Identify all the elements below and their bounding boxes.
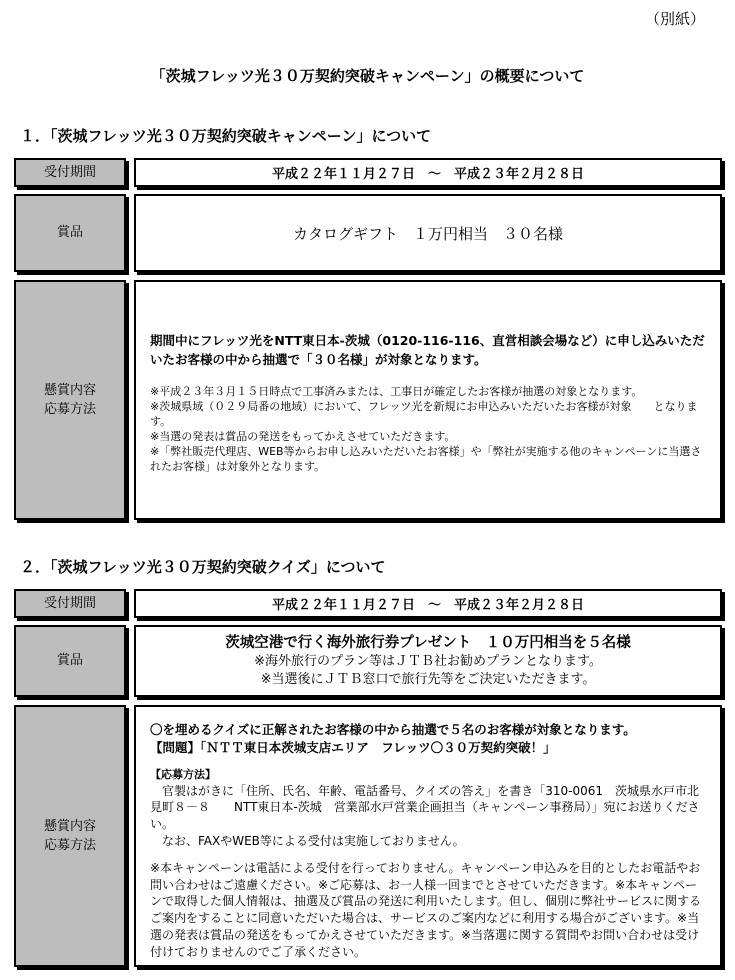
s1-period-value: 平成２２年１１月２７日 ～ 平成２３年２月２８日 — [134, 158, 722, 187]
page-title: 「茨城フレッツ光３０万契約突破キャンペーン」の概要について — [150, 67, 585, 85]
s2-quiz-lead: 〇を埋めるクイズに正解されたお客様の中から抽選で５名のお客様が対象となります。 — [150, 722, 636, 737]
annex-label: （別紙） — [644, 10, 705, 28]
s1-prize-label: 賞品 — [14, 194, 126, 272]
section-1-heading: １．「茨城フレッツ光３０万契約突破キャンペーン」について — [20, 127, 432, 145]
s1-detail-box — [134, 280, 722, 520]
s2-quiz-question: 【問題】「ＮＴＴ東日本茨城支店エリア フレッツ〇３０万契約突破！」 — [150, 740, 556, 756]
s2-disclaimer: ※本キャンペーンは電話による受付を行っておりません。キャンペーン申込みを目的としたお電話やお問い合わせはご遠慮ください。※ご応募は、お一人様一回までとさせていただきます。※本キャンペーンで取得した個人情報は、抽選及び賞品の発送に利用いたします。但し、個別に弊社サービスに関するご案内をすることに同意いただいた場合は、サービスのご案内などに利用する場合がございます。※当選の発表は賞品の発送をもってかえさせていただきます。※当落選に関する質問やお問い合わせは受け付けておりませんのでご了承ください。 — [150, 860, 702, 959]
s2-detail-box — [134, 705, 722, 967]
s1-detail-label-line1: 懸賞内容 — [43, 382, 96, 398]
s1-period-label: 受付期間 — [14, 158, 126, 187]
s2-prize-box — [134, 625, 722, 697]
s1-detail-label — [14, 280, 126, 520]
s2-period-value: 平成２２年１１月２７日 ～ 平成２３年２月２８日 — [134, 589, 722, 618]
s2-prize-note-1: ※海外旅行のプラン等はＪＴＢ社お勧めプランとなります。 — [254, 653, 602, 669]
s2-prize-label: 賞品 — [14, 625, 126, 697]
s1-note-1: ※平成２３年３月１５日時点で工事済みまたは、工事日が確定したお客様が抽選の対象となります。 — [150, 384, 643, 398]
section-2-heading: ２．「茨城フレッツ光３０万契約突破クイズ」について — [20, 558, 386, 576]
s2-detail-label-line2: 応募方法 — [43, 838, 96, 853]
s1-note-2: ※茨城県域（０２９局番の地域）において、フレッツ光を新規にお申込みいただいたお客様が対象 となります。 — [150, 399, 698, 428]
s1-detail-lead: 期間中にフレッツ光をNTT東日本-茨城（0120-116-116、直営相談会場など）に申し込みいただいたお客様の中から抽選で「３０名様」が対象となります。 — [150, 333, 705, 367]
s2-prize-note-2: ※当選後にＪＴＢ窓口で旅行先等をご決定いただきます。 — [260, 672, 596, 688]
s2-how-heading: 【応募方法】 — [150, 768, 216, 782]
s2-period-label: 受付期間 — [14, 589, 126, 618]
s1-prize-value: カタログギフト １万円相当 ３０名様 — [134, 194, 722, 272]
s2-how-body: 官製はがきに「住所、氏名、年齢、電話番号、クイズの答え」を書き「310-0061 茨城県水戸市北見町８－８ NTT東日本-茨城 営業部水戸営業企画担当（キャンペーン事務局）」宛にお送りください。 — [150, 783, 700, 832]
s1-detail-label-line2: 応募方法 — [43, 402, 96, 417]
s2-how-note: なお、FAXやWEB等による受付は実施しておりません。 — [150, 834, 465, 849]
s2-prize-main: 茨城空港で行く海外旅行券プレゼント １０万円相当を５名様 — [225, 634, 631, 651]
s2-detail-label-line1: 懸賞内容 — [43, 818, 96, 834]
s1-note-3: ※当選の発表は賞品の発送をもってかえさせていただきます。 — [150, 430, 456, 444]
s2-detail-label — [14, 705, 126, 967]
s1-note-4: ※「弊社販売代理店、WEB等からお申し込みいただいたお客様」や「弊社が実施する他のキャンペーンに当選されたお客様」は対象外となります。 — [150, 445, 702, 474]
